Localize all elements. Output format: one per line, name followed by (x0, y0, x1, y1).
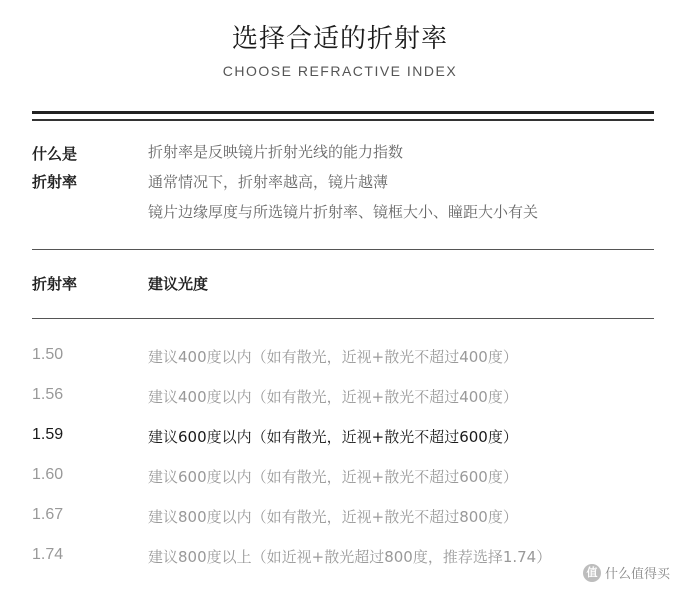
recommended-power: 建议400度以内（如有散光，近视+散光不超过400度） (148, 388, 518, 406)
recommended-power: 建议600度以内（如有散光，近视+散光不超过600度） (148, 428, 518, 446)
table-row (0, 346, 680, 374)
definition-label (32, 140, 77, 196)
recommended-power: 建议600度以内（如有散光，近视+散光不超过600度） (148, 468, 518, 486)
page-subtitle: CHOOSE REFRACTIVE INDEX (222, 63, 458, 79)
definition-label-line1: 什么是 (32, 145, 78, 163)
table-row (0, 426, 680, 454)
definition-label-line2: 折射率 (32, 173, 78, 191)
definition-line: 镜片边缘厚度与所选镜片折射率、镜框大小、瞳距大小有关 (148, 203, 539, 221)
definition-line: 通常情况下，折射率越高，镜片越薄 (148, 173, 389, 191)
refractive-index-value: 1.67 (32, 506, 64, 523)
table-row (0, 466, 680, 494)
divider-thick (32, 111, 654, 114)
refractive-index-value: 1.50 (32, 346, 64, 363)
refractive-index-value: 1.59 (32, 426, 64, 443)
divider-table-header (32, 318, 654, 319)
table-row (0, 506, 680, 534)
definition-text (148, 137, 538, 227)
refractive-index-value: 1.60 (32, 466, 64, 483)
table-row (0, 546, 680, 574)
refractive-index-value: 1.74 (32, 546, 64, 563)
recommended-power: 建议800度以内（如有散光，近视+散光不超过800度） (148, 508, 518, 526)
refractive-index-value: 1.56 (32, 386, 64, 403)
recommended-power: 建议800度以上（如近视+散光超过800度，推荐选择1.74） (148, 548, 552, 566)
column-header-advice: 建议光度 (148, 275, 209, 293)
watermark-text: 什么值得买 (604, 567, 670, 582)
recommended-power: 建议400度以内（如有散光，近视+散光不超过400度） (148, 348, 518, 366)
definition-line: 折射率是反映镜片折射光线的能力指数 (148, 143, 404, 161)
watermark-icon: 值 (583, 564, 601, 582)
divider-section (32, 249, 654, 250)
page-title: 选择合适的折射率 (231, 24, 448, 54)
watermark (583, 563, 670, 582)
divider-thin (32, 119, 654, 121)
table-row (0, 386, 680, 414)
column-header-index: 折射率 (32, 275, 78, 293)
